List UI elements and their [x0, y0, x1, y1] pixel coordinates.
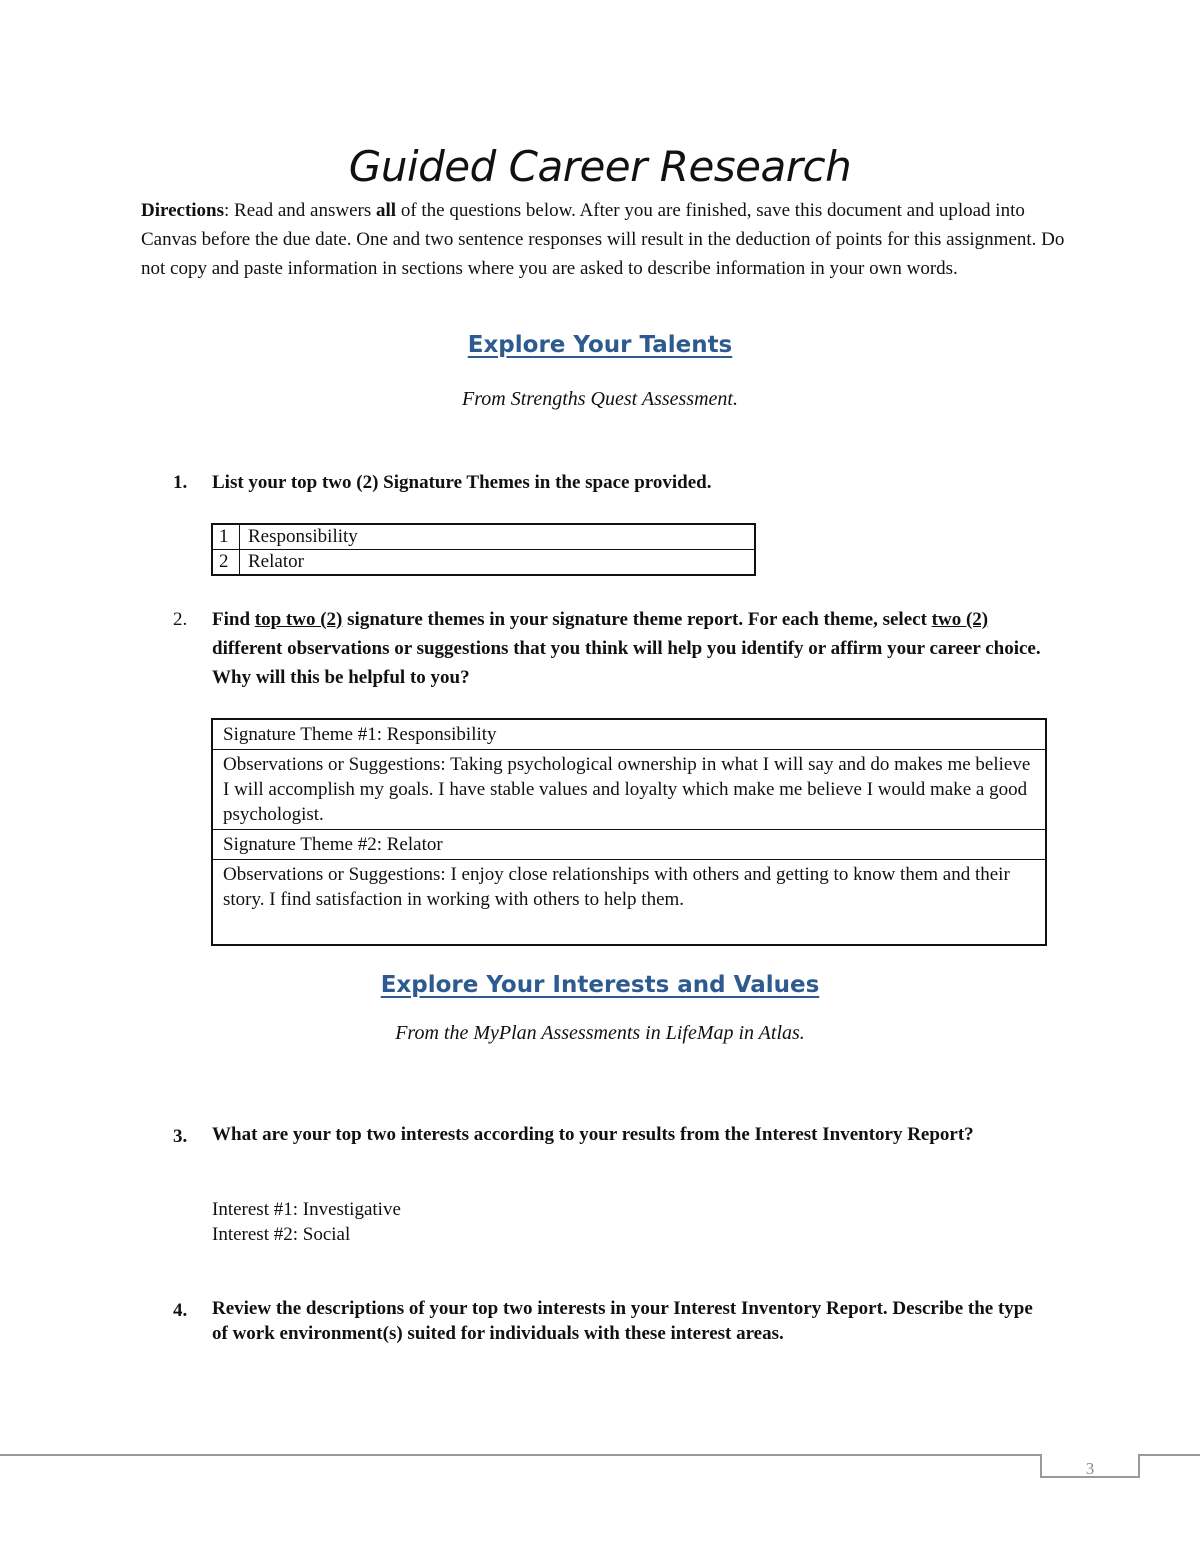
table-row [212, 719, 1046, 750]
question-2-text-c: different observations or suggestions that you think will help you identify or affirm your career choice. Why will this be helpful to you? [212, 638, 1041, 688]
question-3-number: 3. [173, 1126, 188, 1147]
question-2-underline-a: top two (2) [254, 609, 343, 630]
observations-2-cell[interactable]: Observations or Suggestions: I enjoy close relationships with others and getting to know them and their story. I find satisfaction in working with others to help them. [212, 860, 1046, 946]
directions-emphasis: all [376, 200, 397, 221]
table-row [212, 524, 755, 550]
table-row [212, 550, 755, 576]
question-2-text-a: Find [212, 609, 255, 630]
observations-table [211, 718, 1047, 946]
section-subtitle-interests: From the MyPlan Assessments in LifeMap in Atlas. [395, 1022, 805, 1044]
signature-themes-table [211, 523, 756, 576]
interest-2-answer[interactable]: Interest #2: Social [212, 1224, 351, 1245]
section-subtitle-talents: From Strengths Quest Assessment. [462, 388, 738, 410]
interest-1-answer[interactable]: Interest #1: Investigative [212, 1199, 401, 1220]
directions-paragraph [141, 196, 1071, 283]
directions-text-2: of the questions below. After you are finished, save this document and upload into Canvas before the due date. One and two sentence responses will result in the deduction of points for this assignment. Do not copy and paste information in sections where you are asked to describe information in your own words. [141, 200, 1065, 279]
question-1-text: List your top two (2) Signature Themes in the space provided. [212, 472, 712, 493]
page-number: 3 [1040, 1454, 1140, 1478]
question-1 [173, 468, 1053, 497]
page-title: Guided Career Research [348, 142, 852, 191]
footer-divider [0, 1454, 1200, 1456]
question-2-underline-b: two (2) [931, 609, 989, 630]
theme-number-cell: 1 [212, 524, 240, 550]
question-2-text-b: signature themes in your signature theme report. For each theme, select [342, 609, 932, 630]
question-4-number: 4. [173, 1300, 188, 1321]
question-4 [173, 1296, 1053, 1346]
question-1-number: 1. [173, 472, 188, 493]
observations-1-cell[interactable]: Observations or Suggestions: Taking psychological ownership in what I will say and do makes me believe I will accomplish my goals. I have stable values and loyalty which make me believe I would make a good psychologist. [212, 750, 1046, 830]
interests-answers [212, 1197, 401, 1247]
theme-2-cell[interactable]: Signature Theme #2: Relator [212, 830, 1046, 860]
theme-1-cell[interactable]: Signature Theme #1: Responsibility [212, 719, 1046, 750]
section-heading-interests: Explore Your Interests and Values [380, 972, 820, 998]
directions-text-1: : Read and answers [224, 200, 376, 221]
theme-value-cell[interactable]: Responsibility [240, 524, 756, 550]
question-3 [173, 1122, 1053, 1147]
section-heading-talents: Explore Your Talents [467, 332, 733, 358]
question-2-number: 2. [173, 609, 188, 630]
question-3-text: What are your top two interests according to your results from the Interest Inventory Report? [212, 1124, 974, 1145]
theme-value-cell[interactable]: Relator [240, 550, 756, 576]
question-2 [173, 605, 1053, 692]
table-row [212, 750, 1046, 830]
question-4-text: Review the descriptions of your top two interests in your Interest Inventory Report. Describe the type of work environment(s) suited for individuals with these interest areas. [212, 1298, 1033, 1344]
directions-label: Directions [141, 200, 225, 221]
question-2-text [212, 605, 1053, 692]
table-row [212, 830, 1046, 860]
table-row [212, 860, 1046, 946]
theme-number-cell: 2 [212, 550, 240, 576]
